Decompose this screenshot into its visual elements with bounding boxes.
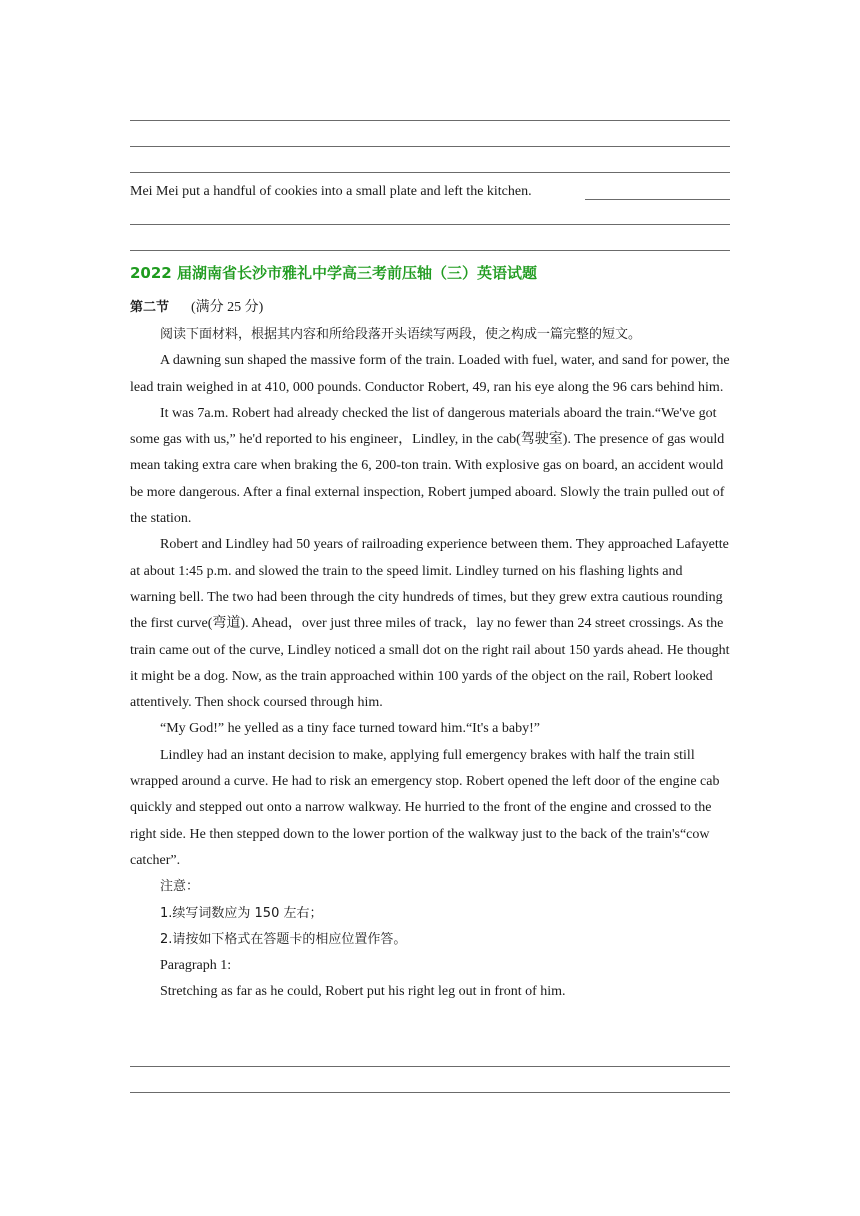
writing-line — [130, 1092, 730, 1093]
section-label: 第二节 — [130, 300, 170, 315]
writing-line — [130, 172, 730, 173]
paragraph1-start: Stretching as far as he could, Robert put his right leg out in front of him. — [160, 984, 566, 1000]
paragraph1-label: Paragraph 1: — [160, 958, 232, 974]
writing-line — [130, 1066, 730, 1067]
notes-item: 2.请按如下格式在答题卡的相应位置作答。 — [160, 931, 407, 947]
continuation-sentence: Mei Mei put a handful of cookies into a small plate and left the kitchen. — [130, 184, 532, 199]
notes-heading: 注意： — [160, 879, 200, 895]
paragraph: It was 7a.m. Robert had already checked the list of dangerous materials aboard the train.“We've got some gas with us,” he'd reported to his engineer，Lindley, in the cab(驾驶室). The presence of gas would mean taking extra care when braking the 6, 200-ton train. With explosive gas on board, an accident would be more dangerous. After a final external inspection, Robert jumped aboard. Slowly the train pulled out of the station. — [130, 405, 725, 527]
writing-line — [130, 146, 730, 147]
instruction: 阅读下面材料，根据其内容和所给段落开头语续写两段，使之构成一篇完整的短文。 — [160, 327, 642, 342]
paragraph: “My God!” he yelled as a tiny face turned toward him.“It's a baby!” — [160, 721, 540, 737]
writing-line-short — [585, 199, 730, 200]
paragraph: Robert and Lindley had 50 years of railroading experience between them. They approached Lafayette at about 1:45 p.m. and slowed the train to the speed limit. Lindley turned on his flashing lights and warning bell. The two had been through the city hundreds of times, but they grew extra cautious rounding the first curve(弯道). Ahead，over just three miles of track，lay no fewer than 24 street crossings. As the train came out of the curve, Lindley noticed a small dot on the right rail about 150 yards ahead. He thought it might be a dog. Now, as the train approached within 100 yards of the object on the rail, Robert looked attentively. Then shock coursed through him. — [130, 537, 730, 711]
writing-line — [130, 120, 730, 121]
section-header — [130, 296, 263, 316]
writing-line — [130, 224, 730, 225]
section-score: (满分 25 分) — [191, 300, 264, 315]
paragraph: A dawning sun shaped the massive form of the train. Loaded with fuel, water, and sand for power, the lead train weighed in at 410, 000 pounds. Conductor Robert, 49, ran his eye along the 96 cars behind him. — [130, 353, 730, 395]
writing-line — [130, 250, 730, 251]
passage — [130, 322, 730, 1006]
paragraph: Lindley had an instant decision to make, applying full emergency brakes with half the train still wrapped around a curve. He had to risk an emergency stop. Robert opened the left door of the engine cab quickly and stepped out onto a narrow walkway. He hurried to the front of the engine and crossed to the right side. He then stepped down to the lower portion of the walkway just to the back of the train's“cow catcher”. — [130, 747, 720, 868]
notes-item: 1.续写词数应为 150 左右； — [160, 905, 323, 921]
exam-title: 2022 届湖南省长沙市雅礼中学高三考前压轴（三）英语试题 — [130, 264, 537, 282]
